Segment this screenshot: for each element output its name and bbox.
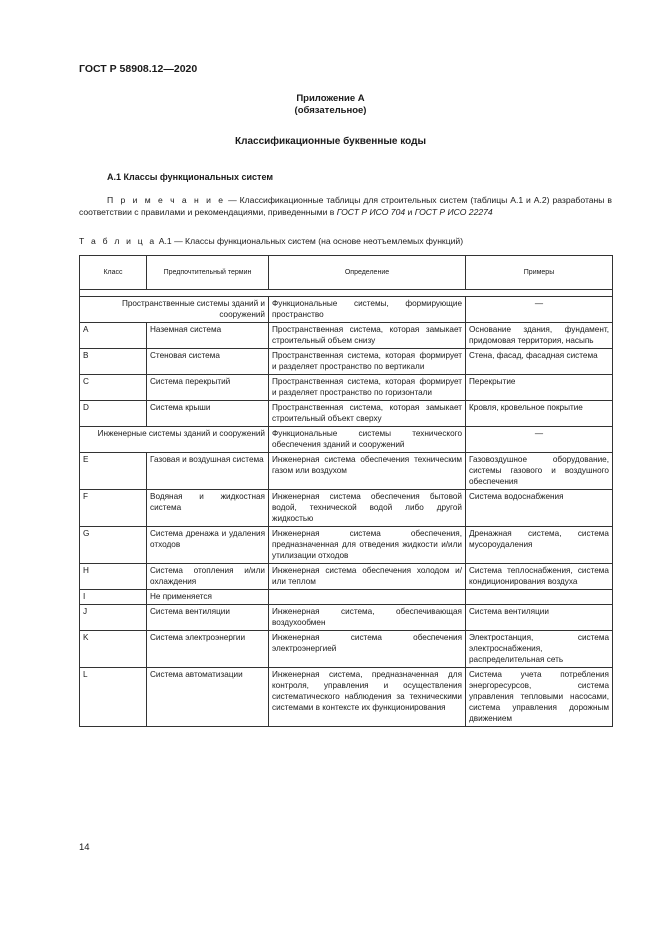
- row-examples: Система учета потребления энергоресурсов, система управления тепловыми насосами, система управления дорожным движением: [466, 668, 613, 727]
- table-caption-label: Т а б л и ц а: [79, 236, 157, 246]
- row-term: Водяная и жидкостная система: [147, 490, 269, 527]
- note-paragraph: [79, 194, 612, 218]
- row-term: Система дренажа и удаления отходов: [147, 527, 269, 564]
- row-definition: Пространственная система, которая формирует и разделяет пространство по горизонтали: [269, 375, 466, 401]
- row-definition: Инженерная система обеспечения электроэнергией: [269, 631, 466, 668]
- table-row: [80, 527, 613, 564]
- row-examples: Кровля, кровельное покрытие: [466, 401, 613, 427]
- row-definition: Инженерная система, предназначенная для контроля, управления и осуществления систематического наблюдения за техническими системами в контексте их функционирования: [269, 668, 466, 727]
- row-definition: Инженерная система обеспечения техническим газом или воздухом: [269, 453, 466, 490]
- table-group-row: [80, 297, 613, 323]
- document-header: ГОСТ Р 58908.12—2020: [79, 63, 198, 75]
- table-row: [80, 401, 613, 427]
- row-term: Система вентиляции: [147, 605, 269, 631]
- row-code: C: [80, 375, 147, 401]
- note-text-mid: и: [405, 207, 415, 217]
- row-code: B: [80, 349, 147, 375]
- table-row: [80, 668, 613, 727]
- row-examples: Система вентиляции: [466, 605, 613, 631]
- row-code: L: [80, 668, 147, 727]
- group-definition: Функциональные системы технического обеспечения зданий и сооружений: [269, 427, 466, 453]
- header-class: Класс: [80, 256, 147, 290]
- appendix-title: Приложение А: [296, 93, 365, 104]
- row-term: Система автоматизации: [147, 668, 269, 727]
- row-code: D: [80, 401, 147, 427]
- row-definition: Инженерная система обеспечения бытовой водой, технической водой либо другой жидкостью: [269, 490, 466, 527]
- row-code: F: [80, 490, 147, 527]
- row-code: K: [80, 631, 147, 668]
- row-term: Наземная система: [147, 323, 269, 349]
- row-code: H: [80, 564, 147, 590]
- table-row: [80, 349, 613, 375]
- row-term: Система перекрытий: [147, 375, 269, 401]
- row-term: Система отопления и/или охлаждения: [147, 564, 269, 590]
- header-definition: Определение: [269, 256, 466, 290]
- row-term: Газовая и воздушная система: [147, 453, 269, 490]
- row-code: G: [80, 527, 147, 564]
- note-ref-1: ГОСТ Р ИСО 704: [336, 207, 406, 217]
- table-row: [80, 490, 613, 527]
- table-row: [80, 375, 613, 401]
- row-examples: [466, 590, 613, 605]
- row-definition: Пространственная система, которая формирует и разделяет пространство по вертикали: [269, 349, 466, 375]
- row-term: Не применяется: [147, 590, 269, 605]
- row-definition: Пространственная система, которая замыкает строительный объект сверху: [269, 401, 466, 427]
- table-row: [80, 631, 613, 668]
- note-label: П р и м е ч а н и е: [107, 195, 226, 205]
- classification-table: [79, 255, 613, 727]
- row-term: Система крыши: [147, 401, 269, 427]
- row-definition: Инженерная система, обеспечивающая воздухообмен: [269, 605, 466, 631]
- row-term: Система электроэнергии: [147, 631, 269, 668]
- table-row: [80, 564, 613, 590]
- row-definition: Инженерная система обеспечения холодом и/или теплом: [269, 564, 466, 590]
- row-examples: Газовоздушное оборудование, системы газового и воздушного обеспечения: [466, 453, 613, 490]
- row-examples: Электростанция, система электроснабжения, распределительная сеть: [466, 631, 613, 668]
- table-gap: [80, 290, 613, 297]
- header-term: Предпочтительный термин: [147, 256, 269, 290]
- group-term: Пространственные системы зданий и сооружений: [80, 297, 269, 323]
- group-term: Инженерные системы зданий и сооружений: [80, 427, 269, 453]
- row-examples: Стена, фасад, фасадная система: [466, 349, 613, 375]
- row-examples: Перекрытие: [466, 375, 613, 401]
- note-text-before: — Классификационные таблицы для строительных систем (таблицы А.1 и А.2) разработаны в соответствии с правилами и рекомендациями, приведенными в: [79, 195, 612, 217]
- row-code: I: [80, 590, 147, 605]
- table-caption-text: А.1 — Классы функциональных систем (на основе неотъемлемых функций): [156, 236, 464, 246]
- page-number: 14: [79, 842, 90, 853]
- row-examples: Основание здания, фундамент, придомовая территория, насыпь: [466, 323, 613, 349]
- table-row: [80, 453, 613, 490]
- table-caption: [79, 236, 463, 246]
- row-code: E: [80, 453, 147, 490]
- group-examples: —: [466, 297, 613, 323]
- table-row: [80, 605, 613, 631]
- section-title: Классификационные буквенные коды: [234, 136, 426, 147]
- table-header-row: [80, 256, 613, 290]
- row-examples: Система водоснабжения: [466, 490, 613, 527]
- row-examples: Система теплоснабжения, система кондиционирования воздуха: [466, 564, 613, 590]
- note-ref-2: ГОСТ Р ИСО 22274: [414, 207, 493, 217]
- row-definition: Инженерная система обеспечения, предназначенная для отведения жидкости и/или утилизации отходов: [269, 527, 466, 564]
- table-group-row: [80, 427, 613, 453]
- appendix-heading: [0, 93, 661, 117]
- row-code: A: [80, 323, 147, 349]
- row-definition: [269, 590, 466, 605]
- table-row: [80, 323, 613, 349]
- group-definition: Функциональные системы, формирующие пространство: [269, 297, 466, 323]
- row-definition: Пространственная система, которая замыкает строительный объем снизу: [269, 323, 466, 349]
- group-examples: —: [466, 427, 613, 453]
- row-examples: Дренажная система, система мусороудаления: [466, 527, 613, 564]
- row-code: J: [80, 605, 147, 631]
- row-term: Стеновая система: [147, 349, 269, 375]
- table-row: [80, 590, 613, 605]
- header-examples: Примеры: [466, 256, 613, 290]
- subsection-title: А.1 Классы функциональных систем: [107, 172, 273, 182]
- appendix-status: (обязательное): [294, 105, 367, 116]
